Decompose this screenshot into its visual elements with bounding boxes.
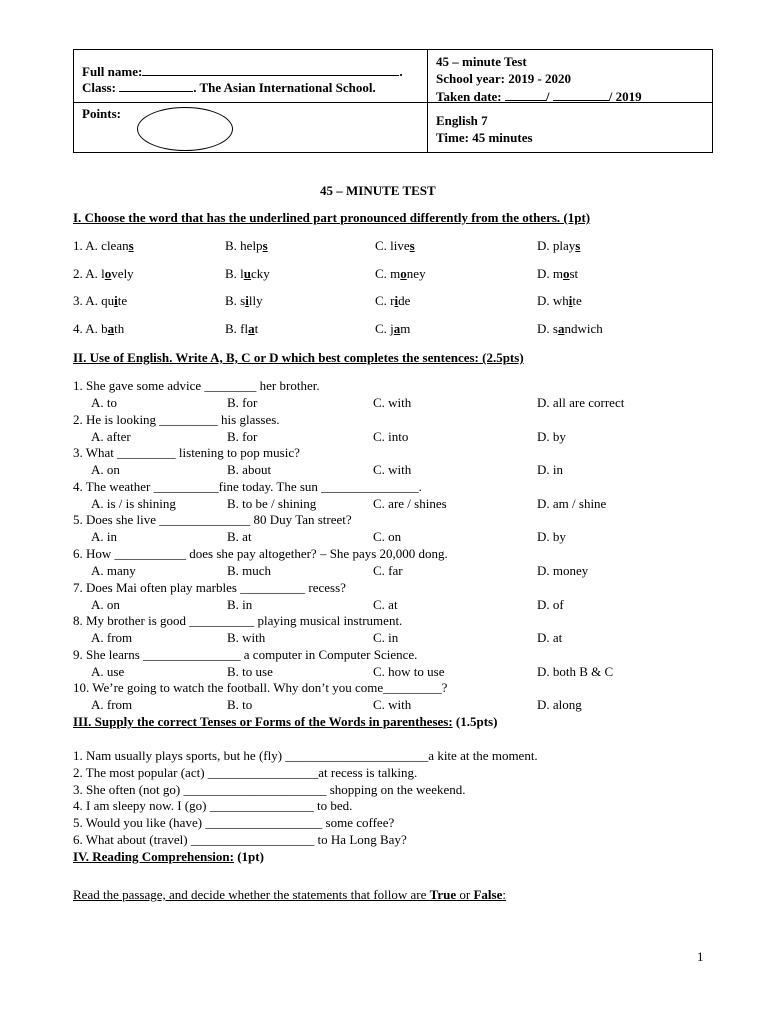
underlined-part: a: [557, 320, 565, 336]
answer-option[interactable]: C. with: [373, 395, 412, 410]
answer-option[interactable]: B. in: [227, 596, 253, 612]
question-stem: 4. The weather __________fine today. The sun _______________.: [73, 478, 422, 494]
section3-heading: III. Supply the correct Tenses or Forms of the Words in parentheses:: [73, 714, 453, 729]
answer-option[interactable]: D. money: [537, 563, 589, 578]
answer-option[interactable]: C. are / shines: [373, 495, 447, 511]
question-stem: 7. Does Mai often play marbles __________ recess?: [73, 579, 346, 595]
answer-option[interactable]: B. to use: [227, 663, 273, 679]
points-label: Points:: [82, 106, 121, 121]
answer-option[interactable]: A. many: [91, 563, 136, 578]
phonetic-option[interactable]: 3. A. quite: [73, 293, 128, 308]
underlined-part: i: [568, 293, 573, 308]
answer-option[interactable]: D. by: [537, 428, 566, 444]
test-time: Time: 45 minutes: [436, 130, 533, 145]
underlined-part: i: [114, 293, 118, 308]
phonetic-option[interactable]: B. silly: [225, 293, 263, 308]
subject: English 7: [436, 113, 488, 128]
or-word: or: [456, 887, 474, 902]
school-name: . The Asian International School.: [193, 80, 376, 95]
answer-option[interactable]: C. far: [373, 563, 403, 578]
section4-points: (1pt): [237, 849, 264, 864]
section3-points: (1.5pts): [455, 714, 498, 729]
underlined-part: s: [575, 238, 581, 253]
question-stem: 9. She learns _______________ a computer in Computer Science.: [73, 646, 418, 662]
question-stem: 3. What _________ listening to pop music?: [73, 445, 300, 461]
answer-option[interactable]: A. use: [91, 663, 125, 679]
underlined-part: s: [409, 238, 415, 253]
phonetic-option[interactable]: C. ride: [375, 293, 411, 308]
phonetic-option[interactable]: B. flat: [225, 320, 259, 336]
section4-instruction: [73, 887, 506, 903]
underlined-part: o: [563, 265, 570, 281]
page-number: 1: [697, 949, 704, 964]
page-title: 45 – MINUTE TEST: [320, 183, 436, 198]
answer-option[interactable]: C. how to use: [373, 663, 445, 679]
answer-option[interactable]: A. on: [91, 462, 120, 478]
taken-date-day-blank[interactable]: [505, 88, 546, 101]
instruction-text: Read the passage, and decide whether the statements that follow are: [73, 887, 430, 902]
instruction-colon: :: [502, 887, 506, 902]
answer-option[interactable]: B. for: [227, 428, 258, 444]
answer-option[interactable]: D. am / shine: [537, 495, 607, 511]
underlined-part: s: [262, 238, 268, 253]
answer-option[interactable]: C. in: [373, 630, 399, 646]
answer-option[interactable]: D. in: [537, 462, 563, 478]
answer-option[interactable]: A. on: [91, 596, 120, 612]
phonetic-option[interactable]: C. jam: [375, 320, 411, 336]
answer-option[interactable]: B. about: [227, 462, 272, 478]
answer-option[interactable]: A. from: [91, 630, 133, 646]
answer-option[interactable]: D. by: [537, 529, 566, 545]
underlined-part: i: [394, 293, 399, 308]
answer-option[interactable]: B. to: [227, 697, 253, 713]
header-table: [73, 49, 713, 153]
answer-option[interactable]: B. at: [227, 529, 252, 545]
phonetic-option[interactable]: D. plays: [537, 238, 581, 253]
question-stem: 10. We’re going to watch the football. Why don’t you come_________?: [73, 680, 448, 696]
school-year: School year: 2019 - 2020: [436, 71, 572, 86]
underlined-part: i: [245, 293, 249, 308]
section4-heading: IV. Reading Comprehension:: [73, 849, 234, 864]
question-stem: 1. She gave some advice ________ her brother.: [73, 378, 320, 393]
class-label: Class:: [82, 80, 116, 95]
full-name-label: Full name:: [82, 64, 143, 79]
answer-option[interactable]: B. with: [227, 630, 266, 646]
underlined-part: o: [104, 265, 112, 281]
underlined-part: a: [107, 320, 115, 336]
answer-option[interactable]: C. with: [373, 462, 412, 478]
answer-option[interactable]: A. to: [91, 395, 117, 410]
fill-in-item[interactable]: 2. The most popular (act) _________________at recess is talking.: [73, 764, 418, 780]
question-stem: 2. He is looking _________ his glasses.: [73, 411, 280, 427]
class-blank[interactable]: [119, 79, 193, 92]
answer-option[interactable]: C. on: [373, 529, 402, 545]
phonetic-option[interactable]: B. helps: [225, 238, 268, 253]
taken-date-label: Taken date:: [436, 89, 502, 104]
class-line: [82, 79, 376, 96]
full-name-blank[interactable]: [142, 63, 399, 76]
phonetic-option[interactable]: B. lucky: [225, 265, 270, 281]
phonetic-option[interactable]: 1. A. cleans: [73, 238, 134, 253]
answer-option[interactable]: C. with: [373, 697, 412, 713]
taken-date-line: Taken date: / / 2019: [436, 89, 642, 104]
fill-in-item[interactable]: 6. What about (travel) ___________________ to Ha Long Bay?: [73, 832, 407, 847]
answer-option[interactable]: A. after: [91, 428, 131, 444]
test-title: 45 – minute Test: [436, 54, 527, 69]
section2-heading: II. Use of English. Write A, B, C or D which best completes the sentences: (2.5pts): [73, 350, 524, 365]
table-divider-vertical: [427, 50, 428, 152]
fill-in-item[interactable]: 5. Would you like (have) __________________ some coffee?: [73, 815, 395, 831]
underlined-part: a: [393, 320, 401, 336]
answer-option[interactable]: D. at: [537, 630, 563, 646]
question-stem: 5. Does she live ______________ 80 Duy Tan street?: [73, 512, 352, 528]
phonetic-option[interactable]: 2. A. lovely: [73, 265, 134, 281]
full-name-line: Full name: .: [82, 64, 403, 79]
phonetic-option[interactable]: D. white: [537, 293, 582, 308]
answer-option[interactable]: B. to be / shining: [227, 495, 317, 511]
section1-heading: I. Choose the word that has the underlined part pronounced differently from the others. (1pt): [73, 210, 591, 225]
phonetic-option[interactable]: D. sandwich: [537, 320, 603, 336]
answer-option[interactable]: C. into: [373, 428, 409, 444]
answer-option[interactable]: D. both B & C: [537, 663, 614, 679]
answer-option[interactable]: A. in: [91, 529, 117, 545]
answer-option[interactable]: B. for: [227, 395, 258, 410]
phonetic-option[interactable]: D. most: [537, 265, 579, 281]
phonetic-option[interactable]: C. money: [375, 265, 426, 281]
answer-option[interactable]: D. along: [537, 697, 582, 713]
phonetic-option[interactable]: C. lives: [375, 238, 415, 253]
underlined-part: o: [400, 265, 407, 281]
fill-in-item[interactable]: 3. She often (not go) ______________________ shopping on the weekend.: [73, 781, 466, 797]
false-word: False: [473, 887, 503, 902]
underlined-part: u: [243, 265, 252, 281]
taken-date-month-blank[interactable]: [553, 88, 609, 101]
answer-option[interactable]: A. from: [91, 697, 133, 713]
section3-heading-line: [73, 714, 497, 730]
answer-option[interactable]: B. much: [227, 563, 272, 578]
question-stem: 8. My brother is good __________ playing musical instrument.: [73, 613, 403, 629]
true-word: True: [429, 887, 457, 902]
points-circle: [137, 107, 233, 151]
answer-option[interactable]: A. is / is shining: [91, 495, 176, 511]
phonetic-option[interactable]: 4. A. bath: [73, 320, 125, 336]
section4-heading-line: [73, 849, 264, 865]
answer-option[interactable]: D. of: [537, 596, 564, 612]
answer-option[interactable]: C. at: [373, 596, 398, 612]
answer-option[interactable]: D. all are correct: [537, 395, 625, 410]
taken-date-year: / 2019: [608, 89, 642, 104]
fill-in-item[interactable]: 4. I am sleepy now. I (go) ________________ to bed.: [73, 798, 353, 814]
underlined-part: a: [248, 320, 255, 336]
fill-in-item[interactable]: 1. Nam usually plays sports, but he (fly) ______________________a kite at the moment.: [73, 748, 538, 763]
underlined-part: s: [128, 238, 134, 253]
question-stem: 6. How ___________ does she pay altogether? – She pays 20,000 dong.: [73, 546, 448, 561]
